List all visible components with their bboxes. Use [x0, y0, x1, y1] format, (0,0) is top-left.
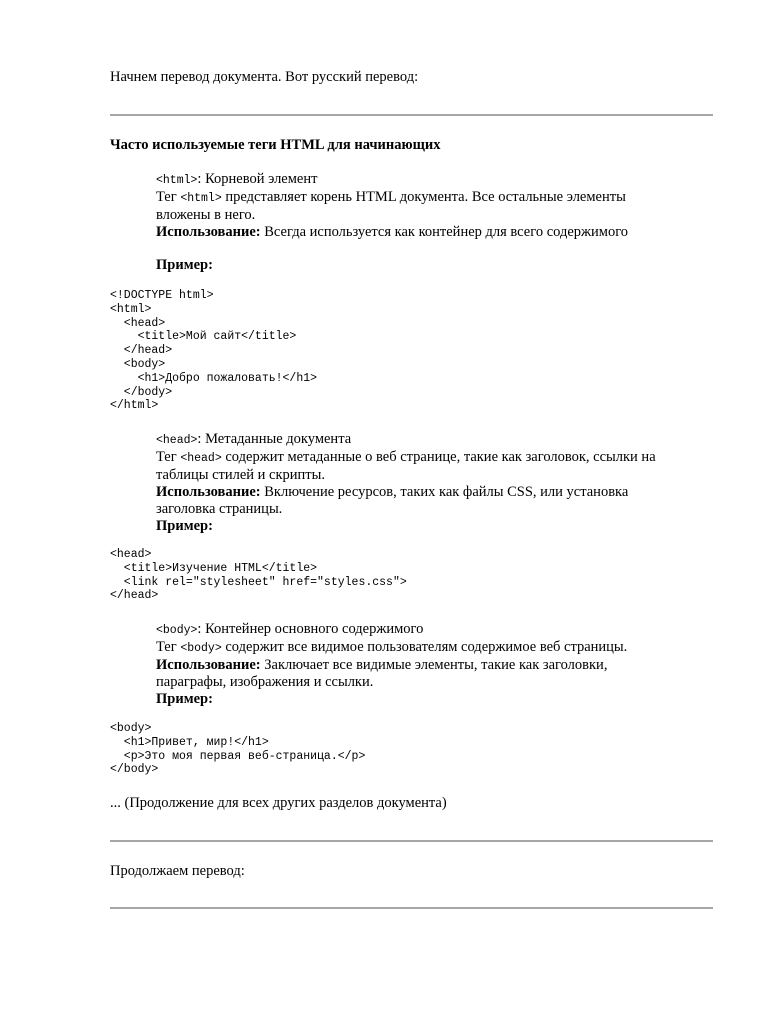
section-head-usage: Использование: Включение ресурсов, таких как файлы CSS, или установка — [156, 484, 629, 500]
section-html-example-label: Пример: — [156, 257, 213, 273]
section-head-usage-cont: заголовка страницы. — [156, 501, 283, 517]
divider-middle — [110, 840, 713, 842]
section-heading: Часто используемые теги HTML для начинающих — [110, 137, 441, 153]
section-body-usage: Использование: Заключает все видимые элементы, такие как заголовки, — [156, 657, 608, 673]
outro-text: Продолжаем перевод: — [110, 863, 245, 879]
section-body-title: <body>: Контейнер основного содержимого — [156, 621, 424, 637]
section-html-description: Тег <html> представляет корень HTML документа. Все остальные элементы — [156, 189, 626, 205]
section-body-usage-cont: параграфы, изображения и ссылки. — [156, 674, 374, 690]
section-head-example-label: Пример: — [156, 518, 213, 534]
section-head — [156, 431, 696, 535]
section-head-code: <head> <title>Изучение HTML</title> <link rel="stylesheet" href="styles.css"> </head> — [110, 548, 407, 603]
section-head-tag: <head> — [156, 434, 198, 447]
section-html-description-cont: вложены в него. — [156, 207, 256, 223]
section-body-description: Тег <body> содержит все видимое пользователям содержимое веб страницы. — [156, 639, 628, 655]
section-html-usage: Использование: Всегда используется как контейнер для всего содержимого — [156, 224, 629, 240]
section-html-tag: <html> — [156, 174, 198, 187]
section-body-tag: <body> — [156, 624, 198, 637]
section-html-code: <!DOCTYPE html> <html> <head> <title>Мой сайт</title> </head> <body> <h1>Добро пожаловать!</h1> </body> </html> — [110, 289, 318, 413]
divider-top — [110, 114, 713, 116]
intro-text: Начнем перевод документа. Вот русский перевод: — [110, 69, 419, 85]
section-head-description-cont: таблицы стилей и скрипты. — [156, 467, 326, 483]
section-body — [156, 621, 696, 708]
continuation-note: ... (Продолжение для всех других разделов документа) — [110, 795, 447, 811]
section-body-code: <body> <h1>Привет, мир!</h1> <p>Это моя первая веб-страница.</p> </body> — [110, 722, 366, 777]
section-head-description: Тег <head> содержит метаданные о веб странице, такие как заголовок, ссылки на — [156, 449, 656, 465]
divider-bottom — [110, 907, 713, 909]
section-html-title: <html>: Корневой элемент — [156, 171, 318, 187]
section-html — [156, 171, 696, 241]
section-body-example-label: Пример: — [156, 691, 213, 707]
section-head-title: <head>: Метаданные документа — [156, 431, 352, 447]
